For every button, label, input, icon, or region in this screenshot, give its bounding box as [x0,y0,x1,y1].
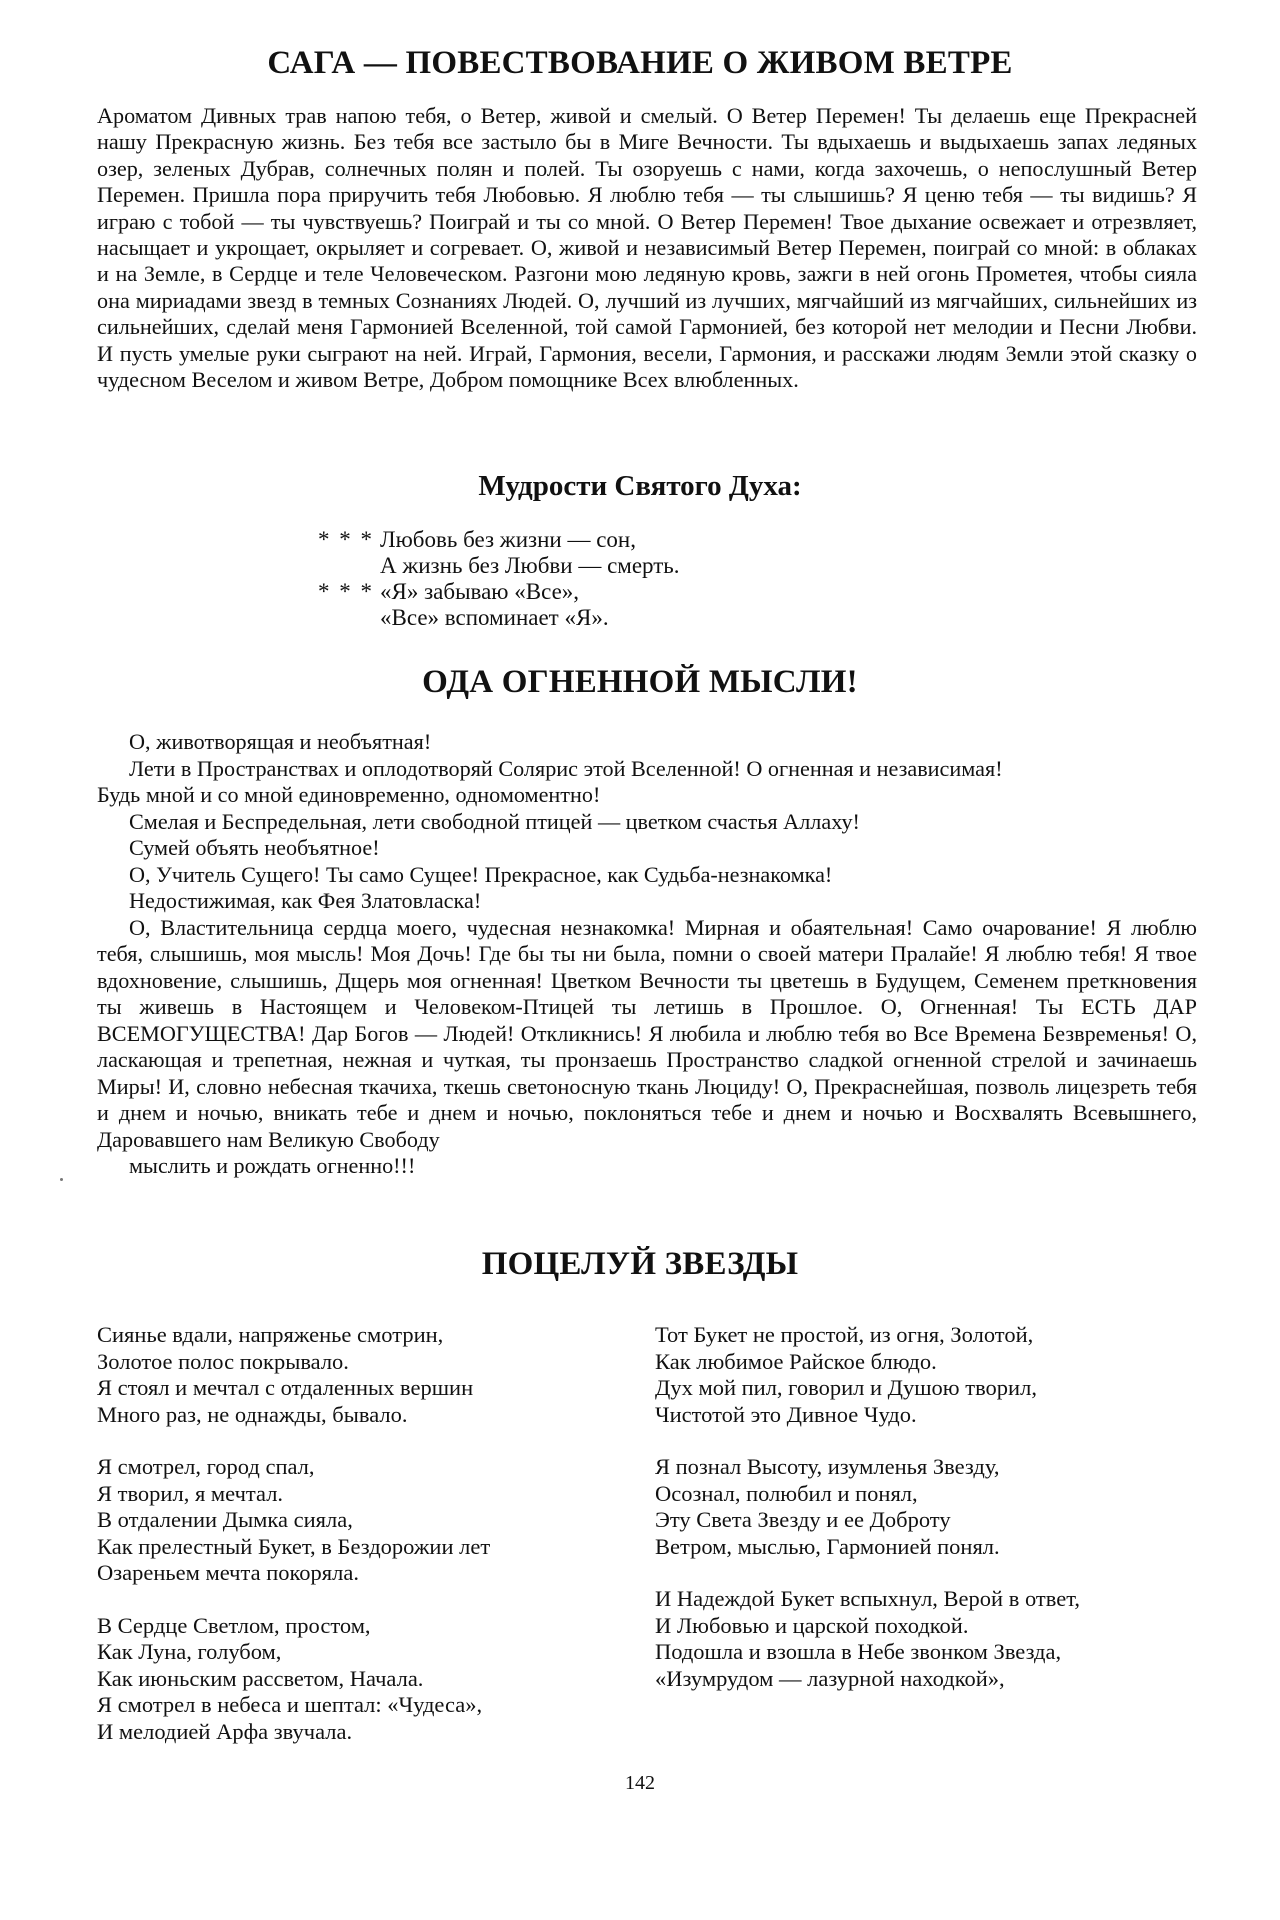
scan-speck [60,1178,63,1181]
stanza [97,1322,490,1428]
stanza [655,1322,1080,1428]
verse-line: Я смотрел, город спал, [97,1454,315,1479]
verse-line: Сиянье вдали, напряженье смотрин, [97,1322,444,1347]
verse-line: Чистотой это Дивное Чудо. [655,1401,917,1427]
verse-line: Я стоял и мечтал с отдаленных вершин [97,1375,474,1400]
asterisk-marker: * * * [318,579,374,604]
verse-line: Я смотрел в небеса и шептал: «Чудеса», [97,1692,483,1717]
ode-title: ОДА ОГНЕННОЙ МЫСЛИ! [422,664,858,700]
ode-line: Будь мной и со мной единовременно, одномоментно! [97,782,601,807]
saga-title: САГА — ПОВЕСТВОВАНИЕ О ЖИВОМ ВЕТРЕ [267,45,1013,81]
ode-line: Смелая и Беспредельная, лети свободной птицей — цветком счастья Аллаху! [129,808,860,834]
verse-line: И Любовью и царской походкой. [655,1612,969,1638]
verse-line: Золотое полос покрывало. [97,1348,349,1374]
verse-line: «Изумрудом — лазурной находкой», [655,1665,1005,1691]
wisdom-title: Мудрости Святого Духа: [478,470,802,502]
verse-line: И мелодией Арфа звучала. [97,1718,353,1744]
verse-line: Тот Букет не простой, из огня, Золотой, [655,1322,1034,1347]
verse-line: Я творил, я мечтал. [97,1480,284,1506]
ode-line: мыслить и рождать огненно!!! [129,1153,416,1178]
verse-line: Как Луна, голубом, [97,1639,282,1664]
poem-column-left [97,1322,490,1771]
verse-line: И Надеждой Букет вспыхнул, Верой в ответ, [655,1586,1080,1611]
verse-line: Ветром, мыслью, Гармонией понял. [655,1533,1000,1559]
verse-line: Я познал Высоту, изумленья Звезду, [655,1454,1000,1479]
stanza [655,1454,1080,1560]
stanza [97,1454,490,1587]
verse-line: Осознал, полюбил и понял, [655,1480,918,1506]
verse-line: Подошла и взошла в Небе звонком Звезда, [655,1639,1062,1664]
verse-line: Озареньем мечта покоряла. [97,1560,359,1585]
ode-line: О, животворящая и необъятная! [129,729,432,754]
saga-paragraph: Ароматом Дивных трав напою тебя, о Ветер, живой и смелый. О Ветер Перемен! Ты делаешь еще Прекрасней нашу Прекрасную жизнь. Без тебя все застыло бы в Миге Вечности. Ты вдыхаешь и выдыхаешь запах ледяных озер, зеленых Дубрав, солнечных полян и полей. Ты озоруешь с нами, когда захочешь, о непослушный Ветер Перемен. Пришла пора приручить тебя Любовью. Я люблю тебя — ты слышишь? Я ценю тебя — ты видишь? Я играю с тобой — ты чувствуешь? Поиграй и ты со мной. О Ветер Перемен! Твое дыхание освежает и отрезвляет, насыщает и укрощает, окрыляет и согревает. О, живой и независимый Ветер Перемен, поиграй со мной: в облаках и на Земле, в Сердце и теле Человеческом. Разгони мою ледяную кровь, зажги в ней огонь Прометея, чтобы сияла она мириадами звезд в темных Сознаниях Людей. О, лучший из лучших, мягчайший из мягчайших, сильнейших из сильнейших, сделай меня Гармонией Вселенной, той самой Гармонией, без которой нет мелодии и Песни Любви. И пусть умелые руки сыграют на ней. Играй, Гармония, весели, Гармония, и расскажи людям Земли этой сказку о чудесном Веселом и живом Ветре, Добром помощнике Всех влюбленных. [97,103,1197,393]
verse-line: Как июньским рассветом, Начала. [97,1665,424,1691]
ode-line: Недостижимая, как Фея Златовласка! [129,888,482,913]
wisdom-maxims [318,527,680,631]
maxim [318,527,680,579]
verse-line: Много раз, не однажды, бывало. [97,1401,408,1427]
verse-line: В Сердце Светлом, простом, [97,1612,371,1638]
page-number: 142 [625,1772,655,1794]
verse-line: Дух мой пил, говорил и Душою творил, [655,1375,1037,1400]
ode-line: Лети в Пространствах и оплодотворяй Солярис этой Вселенной! О огненная и независимая! [129,755,1003,781]
ode-paragraph: О, Властительница сердца моего, чудесная незнакомка! Мирная и обаятельная! Само очарование! Я люблю тебя, слышишь, моя мысль! Моя Дочь! Где бы ты ни была, помни о своей матери Пралайе! Я люблю тебя! Я твое вдохновение, слышишь, Дщерь моя огненная! Цветком Вечности ты цветешь в Будущем, Семенем преткновения ты живешь в Настоящем и Человеком-Птицей ты летишь в Прошлое. О, Огненная! Ты ЕСТЬ ДАР ВСЕМОГУЩЕСТВА! Дар Богов — Людей! Откликнись! Я любила и люблю тебя во Все Времена Безвременья! О, ласкающая и трепетная, нежная и чуткая, ты пронзаешь Пространство сладкой огненной стрелой и зачинаешь Миры! И, словно небесная ткачиха, ткешь светоносную ткань Люциду! О, Прекраснейшая, позволь лицезреть тебя и днем и ночью, вникать тебе и днем и ночью, поклоняться тебе и днем и ночью и Восхвалять Всевышнего, Даровавшего нам Великую Свободу [97,914,1197,1152]
poem-title: ПОЦЕЛУЙ ЗВЕЗДЫ [481,1246,799,1282]
maxim-line: «Я» забываю «Все», [380,579,580,604]
verse-line: В отдалении Дымка сияла, [97,1507,353,1532]
asterisk-marker: * * * [318,527,374,552]
ode-line: О, Учитель Сущего! Ты само Сущее! Прекрасное, как Судьба-незнакомка! [129,861,833,887]
stanza [655,1586,1080,1692]
verse-line: Эту Света Звезду и ее Доброту [655,1507,951,1532]
maxim-line: Любовь без жизни — сон, [380,527,636,552]
maxim-line: А жизнь без Любви — смерть. [380,553,680,578]
verse-line: Как любимое Райское блюдо. [655,1348,937,1374]
poem-column-right [655,1322,1080,1718]
verse-line: Как прелестный Букет, в Бездорожии лет [97,1533,491,1559]
stanza [97,1613,490,1746]
maxim [318,579,680,631]
ode-text [97,729,1197,1180]
ode-line: Сумей объять необъятное! [129,835,380,860]
maxim-line: «Все» вспоминает «Я». [380,605,609,630]
